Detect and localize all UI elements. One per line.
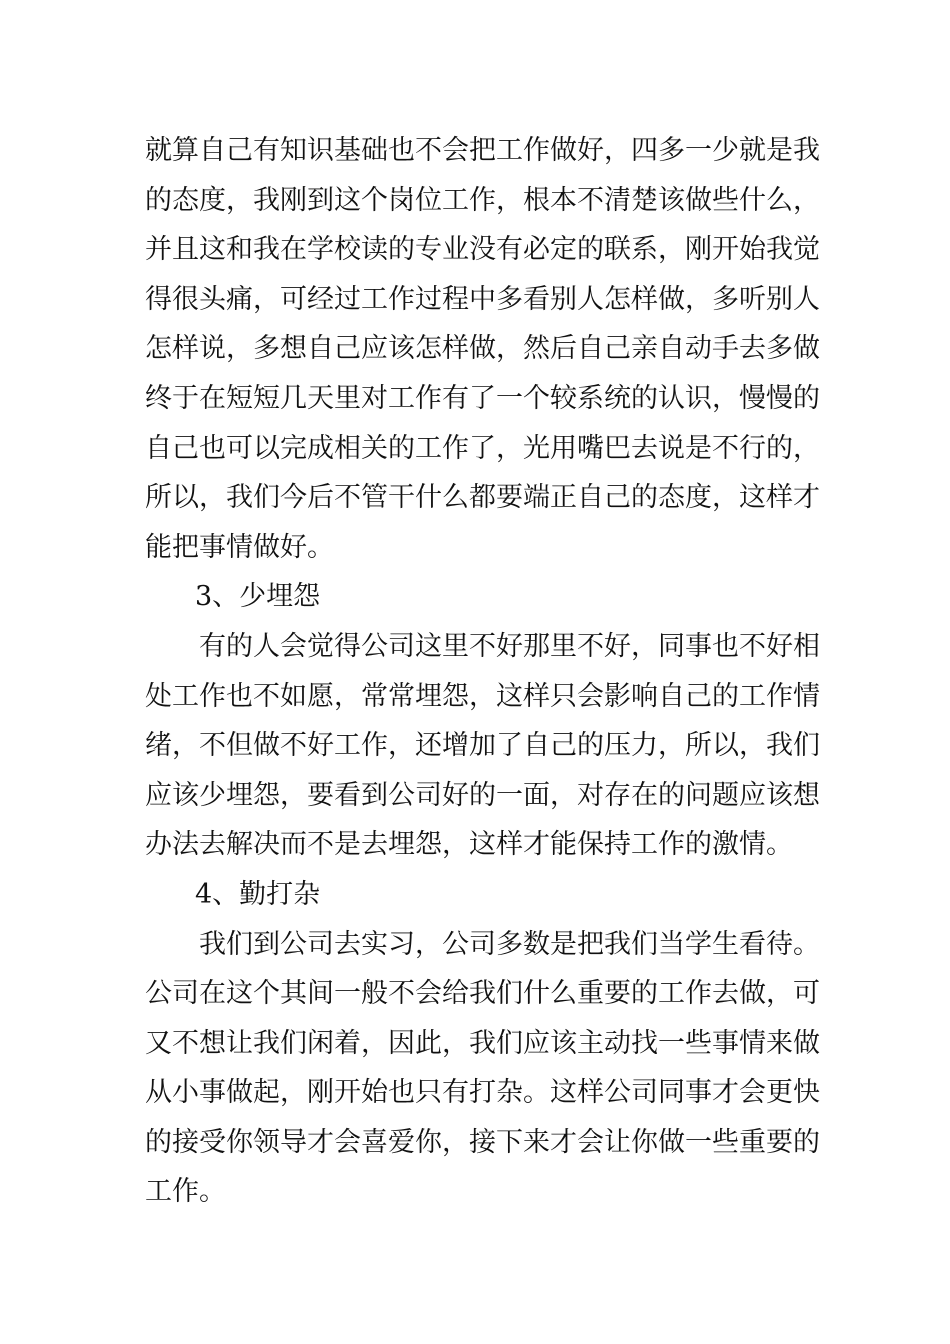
paragraph-line: 所以，我们今后不管干什么都要端正自己的态度，这样才 [145,482,820,514]
paragraph-line: 工作。 [145,1176,226,1208]
paragraph-line: 应该少埋怨，要看到公司好的一面，对存在的问题应该想 [145,779,820,811]
section-heading-3: 3、少埋怨 [195,581,321,613]
paragraph-line: 公司在这个其间一般不会给我们什么重要的工作去做，可 [145,978,820,1010]
paragraph-line: 就算自己有知识基础也不会把工作做好，四多一少就是我 [145,135,820,166]
paragraph-line: 终于在短短几天里对工作有了一个较系统的认识，慢慢的 [145,382,820,414]
paragraph-line: 能把事情做好。 [145,531,334,563]
section-heading-4: 4、勤打杂 [195,878,321,910]
paragraph-line: 的接受你领导才会喜爱你，接下来才会让你做一些重要的 [145,1126,820,1158]
paragraph-line: 又不想让我们闲着，因此，我们应该主动找一些事情来做 [145,1027,820,1059]
paragraph-line: 并且这和我在学校读的专业没有必定的联系，刚开始我觉 [145,234,820,266]
paragraph-line: 处工作也不如愿，常常埋怨，这样只会影响自己的工作情 [145,680,820,712]
document-body [145,126,820,1217]
paragraph-line: 得很头痛，可经过工作过程中多看别人怎样做，多听别人 [145,283,820,315]
paragraph-line: 办法去解决而不是去埋怨，这样才能保持工作的激情。 [145,829,793,861]
paragraph-line: 怎样说，多想自己应该怎样做，然后自己亲自动手去多做 [145,333,820,365]
paragraph-line: 从小事做起，刚开始也只有打杂。这样公司同事才会更快 [145,1077,820,1109]
paragraph-line: 绪，不但做不好工作，还增加了自己的压力，所以，我们 [145,730,820,762]
paragraph-line: 我们到公司去实习，公司多数是把我们当学生看待。 [199,928,820,960]
paragraph-line: 自己也可以完成相关的工作了，光用嘴巴去说是不行的， [145,432,820,464]
paragraph-line: 的态度，我刚到这个岗位工作，根本不清楚该做些什么， [145,184,820,216]
paragraph-line: 有的人会觉得公司这里不好那里不好，同事也不好相 [199,630,820,662]
